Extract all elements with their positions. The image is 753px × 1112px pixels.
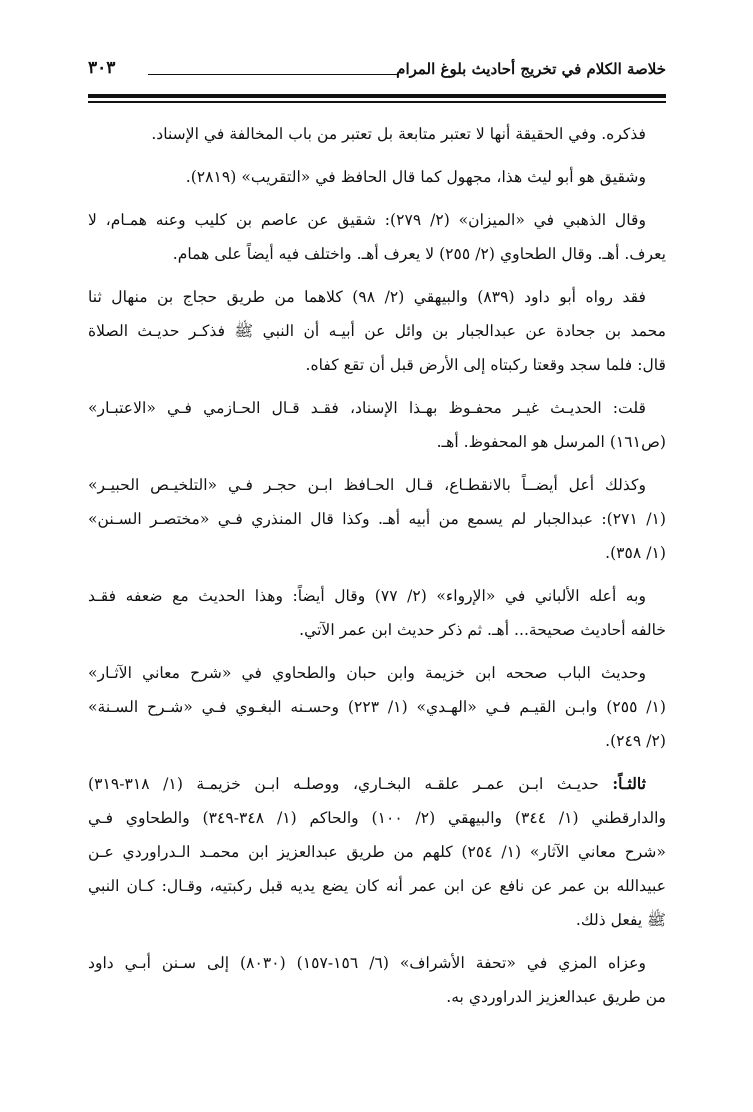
text-line: (١/ ٢٧١): عبدالجبار لم يسمع من أبيه أهـ. وكذا قال المنذري فـي «مختصـر السـنن» [88, 509, 666, 528]
text-line: (٢/ ٢٤٩). [605, 731, 666, 750]
running-header [88, 50, 666, 86]
book-page [88, 50, 666, 1090]
header-divider [148, 74, 398, 75]
text-line: يعرف. أهـ. وقال الطحاوي (٢/ ٢٥٥) لا يعرف أهـ. واختلف فيه أيضاً على همام. [172, 244, 666, 263]
paragraph-4 [88, 280, 666, 382]
paragraph-7 [88, 579, 666, 647]
paragraph-6 [88, 468, 666, 570]
text-line: محمد بن جحادة عن عبدالجبار بن وائل عن أبيـه أن النبي ﷺ فذكـر حديـث الصلاة [88, 321, 666, 340]
paragraph-9 [88, 767, 666, 937]
paragraph-3 [88, 203, 666, 271]
text-line: قال: فلما سجد وقعتا ركبتاه إلى الأرض قبل أن تقع كفاه. [305, 355, 666, 374]
text-line: وحديث الباب صححه ابن خزيمة وابن حبان والطحاوي في «شرح معاني الآثـار» [88, 663, 646, 682]
paragraph-5 [88, 391, 666, 459]
text-line: وشقيق هو أبو ليث هذا، مجهول كما قال الحافظ في «التقريب» (٢٨١٩). [185, 167, 646, 186]
text-line: وبه أعله الألباني في «الإرواء» (٢/ ٧٧) وقال أيضاً: وهذا الحديث مع ضعفه فقـد [88, 586, 646, 605]
text-line: وكذلك أعل أيضــاً بالانقطـاع، قـال الحـافظ ابـن حجـر فـي «التلخيـص الحبيـر» [88, 475, 646, 494]
text-line: (١/ ٢٥٥) وابـن القيـم فـي «الهـدي» (١/ ٢٢٣) وحسـنه البغـوي فـي «شـرح السـنة» [88, 697, 666, 716]
text-line: (ص١٦١) المرسل هو المحفوظ. أهـ. [436, 432, 666, 451]
text-line: فذكره. وفي الحقيقة أنها لا تعتبر متابعة بل تعتبر من باب المخالفة في الإسناد. [151, 124, 646, 143]
text-line: خالفه أحاديث صحيحة... أهـ. ثم ذكر حديث ابن عمر الآتي. [299, 620, 666, 639]
header-rule-thick [88, 94, 666, 98]
text-line: وعزاه المزي في «تحفة الأشراف» (٦/ ١٥٦-١٥٧) (٨٠٣٠) إلى سـنن أبـي داود [88, 953, 646, 972]
paragraph-8 [88, 656, 666, 758]
paragraph-10 [88, 946, 666, 1014]
page-number: ٣٠٣ [88, 58, 116, 78]
text-line [88, 767, 666, 801]
page-body [88, 117, 666, 1014]
header-rule-thin [88, 101, 666, 103]
section-lead: ثالثـاً: [612, 773, 646, 793]
text-line: «شرح معاني الآثار» (١/ ٢٥٤) كلهم من طريق عبدالعزيز ابن محمـد الـدراوردي عـن [88, 842, 666, 861]
text-line: فقد رواه أبو داود (٨٣٩) والبيهقي (٢/ ٩٨) كلاهما من طريق حجاج بن منهال ثنا [88, 287, 646, 306]
text-line: ﷺ يفعل ذلك. [575, 910, 666, 929]
text-line: قلت: الحديـث غيـر محفـوظ بهـذا الإسناد، فقـد قـال الحـازمي فـي «الاعتبـار» [88, 398, 646, 417]
paragraph-2 [88, 160, 666, 194]
text-run: حديـث ابـن عمـر علقـه البخـاري، ووصلـه ابـن خزيمـة (١/ ٣١٨-٣١٩) [88, 774, 613, 793]
text-line: وقال الذهبي في «الميزان» (٢/ ٢٧٩): شقيق عن عاصم بن كليب وعنه همـام، لا [88, 210, 646, 229]
text-line: عبيدالله بن عمر عن نافع عن ابن عمر أنه كان يضع يديه قبل ركبتيه، وقـال: كـان النبي [88, 876, 666, 895]
text-line: من طريق عبدالعزيز الدراوردي به. [446, 987, 666, 1006]
book-title: خلاصة الكلام في تخريج أحاديث بلوغ المرام [396, 60, 666, 78]
text-line: والدارقطني (١/ ٣٤٤) والبيهقي (٢/ ١٠٠) والحاكم (١/ ٣٤٨-٣٤٩) والطحاوي فـي [88, 808, 666, 827]
paragraph-1 [88, 117, 666, 151]
text-line: (١/ ٣٥٨). [605, 543, 666, 562]
